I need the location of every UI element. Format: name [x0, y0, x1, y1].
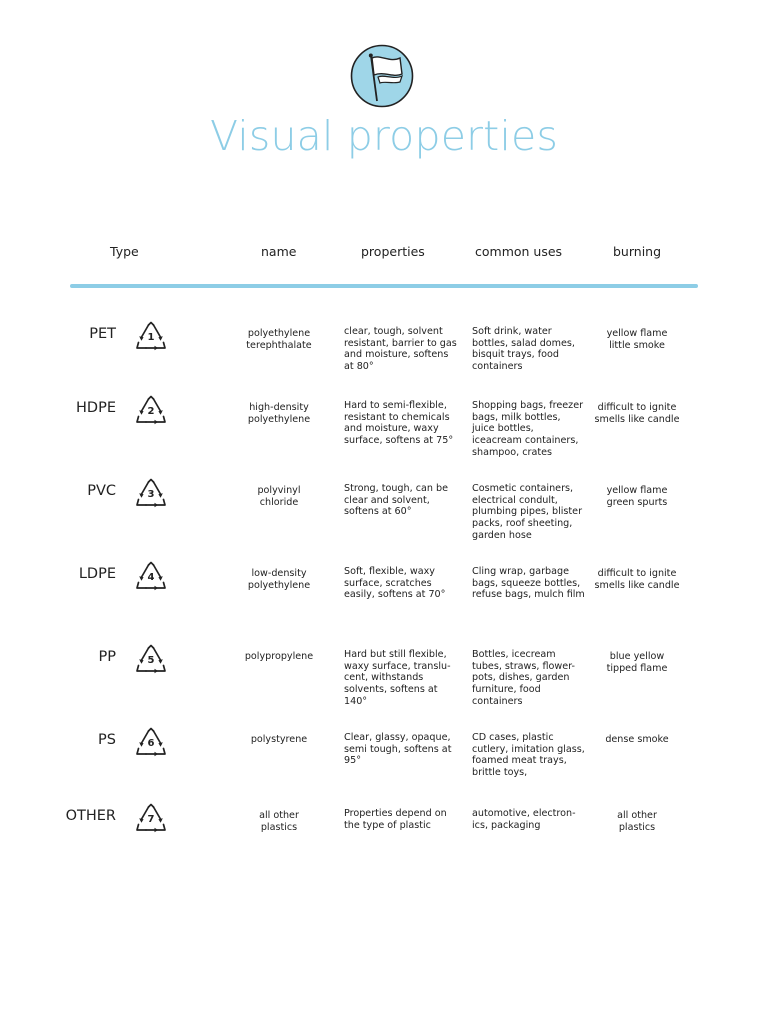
table-row: [0, 400, 768, 460]
table-row: [0, 566, 768, 626]
plastic-name: low-density polyethylene: [247, 568, 311, 591]
recycle-triangle-icon: [134, 477, 168, 511]
plastic-common-uses: automotive, electron- ics, packaging: [472, 808, 576, 831]
plastic-properties: Strong, tough, can be clear and solvent, softens at 60°: [344, 483, 448, 518]
plastic-burning: blue yellow tipped flame: [606, 651, 668, 674]
recycle-triangle-icon: [134, 643, 168, 677]
plastic-burning: yellow flame little smoke: [606, 328, 668, 351]
plastic-burning: difficult to ignite smells like candle: [594, 402, 680, 425]
table-row: [0, 326, 768, 386]
table-row: [0, 808, 768, 868]
recycle-triangle-icon: [134, 320, 168, 354]
plastic-name: polyvinyl chloride: [257, 485, 301, 508]
table-row: [0, 483, 768, 543]
plastic-type-label: PP: [98, 649, 116, 665]
header-divider: [70, 284, 698, 288]
plastic-type-label: OTHER: [65, 808, 116, 824]
resin-code: 5: [147, 655, 155, 666]
resin-code: 6: [147, 738, 155, 749]
plastic-burning: all other plastics: [617, 810, 657, 833]
recycle-triangle-icon: [134, 560, 168, 594]
resin-code: 7: [147, 814, 155, 825]
plastic-burning: yellow flame green spurts: [606, 485, 668, 508]
header-type: Type: [110, 244, 139, 259]
plastic-type-label: LDPE: [78, 566, 116, 582]
plastic-type-label: PVC: [87, 483, 116, 499]
plastic-common-uses: Cosmetic containers, electrical condult, plumbing pipes, blister packs, roof sheeting, garden hose: [472, 483, 583, 541]
plastic-burning: dense smoke: [605, 734, 669, 745]
plastic-properties: Soft, flexible, waxy surface, scratches easily, softens at 70°: [344, 566, 446, 601]
resin-code: 4: [147, 572, 155, 583]
plastic-common-uses: Soft drink, water bottles, salad domes, bisquit trays, food containers: [472, 326, 575, 373]
resin-code: 3: [147, 489, 155, 500]
plastic-common-uses: Bottles, icecream tubes, straws, flower- pots, dishes, garden furniture, food containers: [472, 649, 575, 707]
header-properties: properties: [361, 244, 425, 259]
plastic-name: polyethylene terephthalate: [246, 328, 312, 351]
page-title: Visual properties: [209, 112, 559, 160]
plastic-type-label: HDPE: [76, 400, 116, 416]
plastic-name: polypropylene: [244, 651, 314, 662]
plastic-burning: difficult to ignite smells like candle: [594, 568, 680, 591]
plastic-type-label: PS: [98, 732, 116, 748]
plastic-properties: Hard but still flexible, waxy surface, translu- cent, withstands solvents, softens at 140°: [344, 649, 451, 707]
header-name: name: [261, 244, 297, 259]
plastic-common-uses: Shopping bags, freezer bags, milk bottles, juice bottles, iceacream containers, shampoo, crates: [472, 400, 584, 458]
plastic-properties: Clear, glassy, opaque, semi tough, softens at 95°: [344, 732, 452, 767]
plastic-properties: Hard to semi-flexible, resistant to chemicals and moisture, waxy surface, softens at 75°: [344, 400, 454, 447]
plastic-properties: clear, tough, solvent resistant, barrier to gas and moisture, softens at 80°: [344, 326, 457, 373]
recycle-triangle-icon: [134, 726, 168, 760]
header-burning: burning: [613, 244, 662, 259]
table-row: [0, 649, 768, 709]
resin-code: 1: [147, 332, 155, 343]
flag-logo-icon: [350, 44, 414, 108]
plastic-common-uses: CD cases, plastic cutlery, imitation glass, foamed meat trays, brittle toys,: [472, 732, 585, 779]
plastic-properties: Properties depend on the type of plastic: [344, 808, 447, 831]
plastic-name: high-density polyethylene: [247, 402, 311, 425]
header-common-uses: common uses: [475, 244, 563, 259]
plastic-name: all other plastics: [259, 810, 299, 833]
plastic-common-uses: Cling wrap, garbage bags, squeeze bottles, refuse bags, mulch film: [472, 566, 585, 601]
plastic-type-label: PET: [89, 326, 116, 342]
table-row: [0, 732, 768, 792]
plastic-name: polystyrene: [250, 734, 308, 745]
recycle-triangle-icon: [134, 394, 168, 428]
recycle-triangle-icon: [134, 802, 168, 836]
resin-code: 2: [147, 406, 155, 417]
